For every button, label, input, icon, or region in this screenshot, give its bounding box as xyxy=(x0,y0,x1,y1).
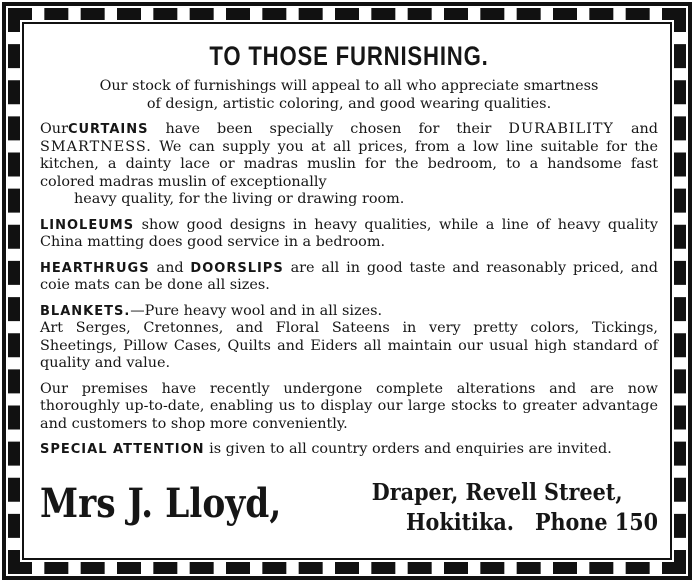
blankets-text: —Pure heavy wool and in all sizes. xyxy=(130,302,383,319)
linoleums-text: show good designs in heavy qualities, while a line of heavy quality China matting does good service in a bedroom. xyxy=(40,216,659,250)
phone-number: Phone 150 xyxy=(534,509,658,536)
advertiser-footer xyxy=(40,478,658,554)
curtains-last-line: heavy quality, for the living or drawing room. xyxy=(74,191,405,207)
trade-and-street: Draper, Revell Street, xyxy=(371,479,623,506)
fabrics-line: Art Serges, Cretonnes, and Floral Sateens in very pretty colors, Tickings, Sheetings, Pillow Cases, Quilts and Eiders all maintain our usual high standard of quality and value. xyxy=(40,320,658,371)
smartness-keyword: SMARTNESS. xyxy=(40,138,152,155)
curtains-text-2: and xyxy=(630,121,659,137)
linoleums-keyword: LINOLEUMS xyxy=(40,217,135,233)
curtains-text-3: We can supply you at all prices, from a low line suitable for the kitchen, a dainty lace or madras muslin for the bedroom, to a handsome fast colored madras muslin of exceptionally xyxy=(40,138,659,190)
premises-paragraph: Our premises have recently undergone complete alterations and are now thoroughly up-to-date, enabling us to display our large stocks to greater advantage and customers to shop more conveniently. xyxy=(40,380,658,432)
intro-line-1: Our stock of furnishings will appeal to all who appreciate smartness xyxy=(99,78,599,94)
town-and-phone xyxy=(361,508,658,538)
doorslips-keyword: DOORSLIPS xyxy=(190,260,284,276)
curtains-paragraph xyxy=(40,121,658,209)
special-attention-text: is given to all country orders and enquiries are invited. xyxy=(209,441,612,457)
curtains-text-1: have been specially chosen for their xyxy=(165,121,492,137)
intro-line-2: of design, artistic coloring, and good wearing qualities. xyxy=(146,95,552,112)
blankets-keyword: BLANKETS. xyxy=(40,303,131,319)
hearthrugs-text: are all in good taste and reasonably priced, and coie mats can be done all sizes. xyxy=(40,259,658,293)
town: Hokitika. xyxy=(406,509,514,536)
special-attention-paragraph xyxy=(40,441,658,459)
ad-headline: TO THOSE FURNISHING. xyxy=(209,41,489,71)
durability-keyword: DURABILITY xyxy=(508,121,614,137)
hearthrugs-paragraph xyxy=(40,260,658,295)
advertiser-name: Mrs J. Lloyd, xyxy=(40,480,282,527)
curtains-keyword: CURTAINS xyxy=(67,122,149,137)
linoleums-paragraph xyxy=(40,217,658,252)
advertisement-body xyxy=(40,38,658,558)
curtains-lead: Our xyxy=(40,121,68,137)
hearthrugs-keyword: HEARTHRUGS xyxy=(40,260,150,276)
advertiser-address xyxy=(361,478,658,538)
intro-paragraph xyxy=(40,78,658,113)
hearthrugs-and: and xyxy=(156,259,184,276)
special-attention-keyword: SPECIAL ATTENTION xyxy=(40,442,205,457)
blankets-paragraph xyxy=(40,303,658,373)
